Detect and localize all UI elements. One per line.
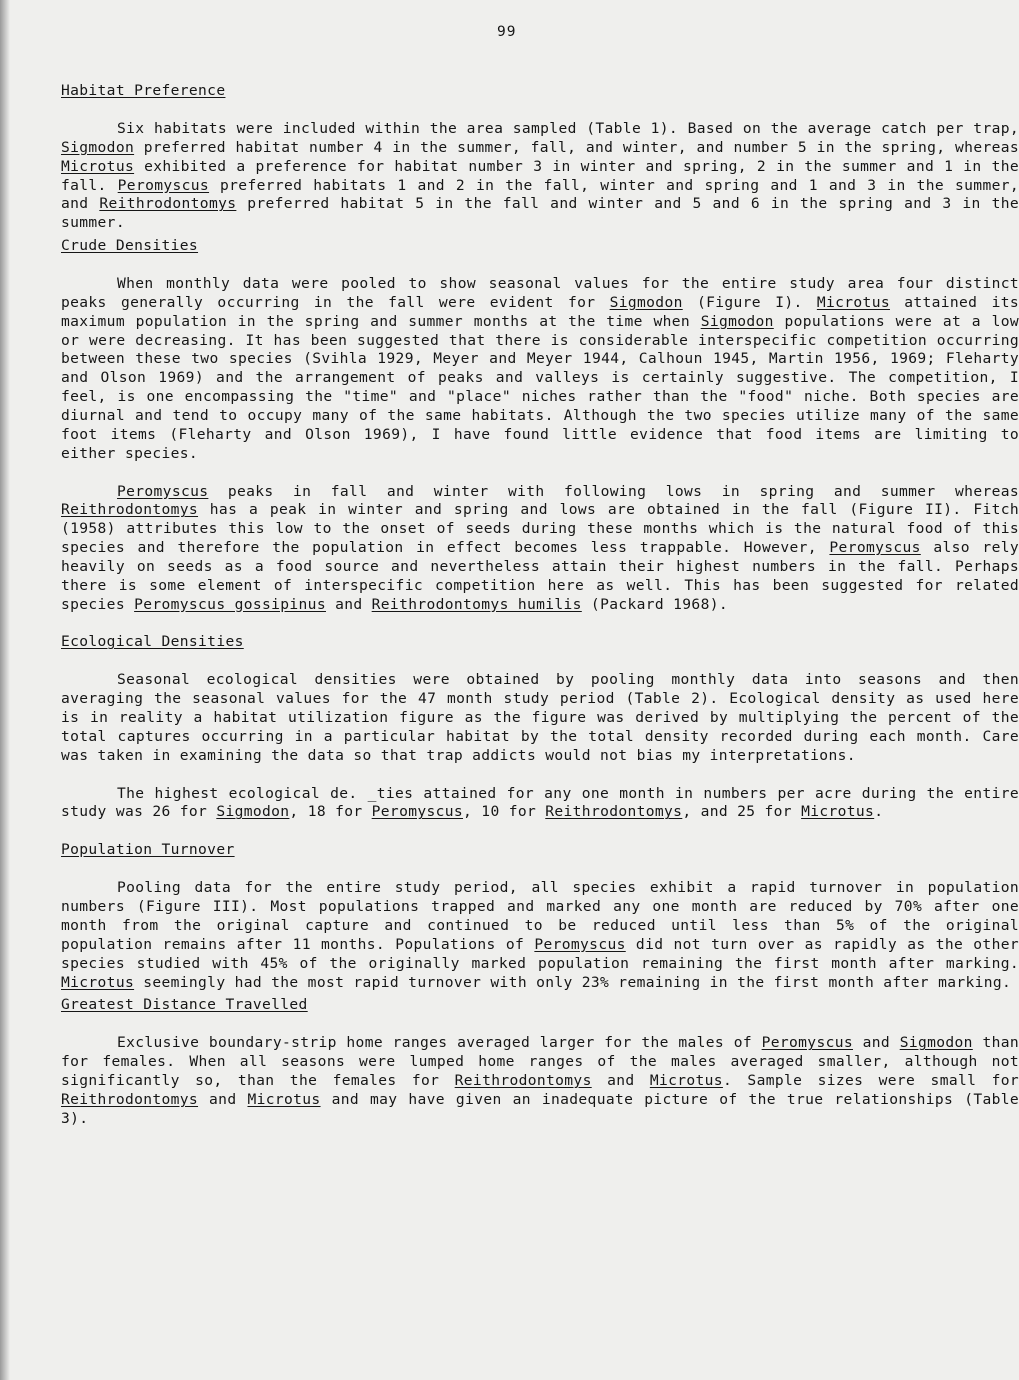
species-name: Peromyscus (761, 1034, 853, 1052)
species-name: Reithrodontomys (61, 1090, 199, 1108)
paragraph-crude-densities-2: Peromyscus peaks in fall and winter with following lows in spring and summer whereas Reithrodontomys has a peak in winter and spring and lows are obtained in the fall (Figure II). Fitch (1958) attributes this low to the onset of seeds during these months which is the natural food of this species and therefore the population in effect becomes less trappable. However, Peromyscus also rely heavily on seeds as a food source and nevertheless attain their highest numbers in the fall. Perhaps there is some element of interspecific competition here as well. This has been suggested for related species Peromyscus gossipinus and Reithrodontomys humilis (Packard 1968). (61, 482, 1019, 613)
species-name: Reithrodontomys (99, 195, 237, 213)
species-name: Reithrodontomys (545, 803, 683, 821)
paragraph-population-turnover: Pooling data for the entire study period, all species exhibit a rapid turnover in population numbers (Figure III). Most populations trapped and marked any one month are reduced by 70% after one month from the original capture and continued to be reduced until less than 5% of the original population remains after 11 months. Populations of Peromyscus did not turn over as rapidly as the other species studied with 45% of the originally marked population remaining the first month after marking. Microtus seemingly had the most rapid turnover with only 23% remaining in the first month after marking. (61, 879, 1019, 991)
section-heading-population-turnover: Population Turnover (61, 841, 235, 859)
species-name: Peromyscus (117, 482, 209, 500)
paragraph-crude-densities-1: When monthly data were pooled to show seasonal values for the entire study area four distinct peaks generally occurring in the fall were evident for Sigmodon (Figure I). Microtus attained its maximum population in the spring and summer months at the time when Sigmodon populations were at a low or were decreasing. It has been suggested that there is considerable interspecific competition occurring between these two species (Svihla 1929, Meyer and Meyer 1944, Calhoun 1945, Martin 1956, 1969; Fleharty and Olson 1969) and the arrangement of peaks and valleys is certainly suggestive. The competition, I feel, is one encompassing the "time" and "place" niches rather than the "food" niche. Both species are diurnal and tend to occupy many of the same habitats. Although the two species utilize many of the same foot items (Fleharty and Olson 1969), I have found little evidence that food items are limiting to either species. (61, 275, 1019, 462)
paragraph-greatest-distance: Exclusive boundary-strip home ranges averaged larger for the males of Peromyscus and Sigmodon than for females. When all seasons were lumped home ranges of the males averaged smaller, although not significantly so, than the females for Reithrodontomys and Microtus. Sample sizes were small for Reithrodontomys and Microtus and may have given an inadequate picture of the true relationships (Table 3). (61, 1034, 1019, 1127)
species-name: Sigmodon (61, 138, 135, 156)
species-name: Sigmodon (899, 1034, 973, 1052)
species-name: Peromyscus (371, 803, 464, 821)
section-heading-greatest-distance: Greatest Distance Travelled (61, 996, 308, 1014)
paragraph-ecological-densities-1: Seasonal ecological densities were obtained by pooling monthly data into seasons and then averaging the seasonal values for the 47 month study period (Table 2). Ecological density as used here is in reality a habitat utilization figure as the figure was derived by multiplying the percent of the total captures occurring in a particular habitat by the total density recorded during each month. Care was taken in examining the data so that trap addicts would not bias my interpretations. (61, 671, 1019, 764)
species-name: Reithrodontomys humilis (371, 595, 582, 613)
species-name: Microtus (801, 803, 875, 821)
species-name: Sigmodon (700, 312, 774, 330)
species-name: Peromyscus (829, 539, 921, 557)
document-body (61, 82, 1019, 1129)
paragraph-ecological-densities-2: The highest ecological de. _ties attained for any one month in numbers per acre during the entire study was 26 for Sigmodon, 18 for Peromyscus, 10 for Reithrodontomys, and 25 for Microtus. (61, 784, 1019, 821)
page-number: 99 (497, 24, 517, 40)
species-name: Sigmodon (609, 293, 683, 311)
species-name: Sigmodon (216, 803, 290, 821)
species-name: Peromyscus gossipinus (134, 595, 326, 613)
species-name: Reithrodontomys (454, 1072, 592, 1090)
section-heading-ecological-densities: Ecological Densities (61, 633, 244, 651)
species-name: Microtus (649, 1072, 723, 1090)
scan-edge-shadow (0, 0, 10, 1380)
section-heading-crude-densities: Crude Densities (61, 237, 199, 255)
species-name: Microtus (816, 293, 890, 311)
species-name: Microtus (61, 157, 135, 175)
species-name: Reithrodontomys (61, 501, 199, 519)
species-name: Microtus (247, 1090, 321, 1108)
paragraph-habitat-preference: Six habitats were included within the area sampled (Table 1). Based on the average catch per trap, Sigmodon preferred habitat number 4 in the summer, fall, and winter, and number 5 in the spring, whereas Microtus exhibited a preference for habitat number 3 in winter and spring, 2 in the summer and 1 in the fall. Peromyscus preferred habitats 1 and 2 in the fall, winter and spring and 1 and 3 in the summer, and Reithrodontomys preferred habitat 5 in the fall and winter and 5 and 6 in the spring and 3 in the summer. (61, 120, 1019, 232)
section-heading-habitat-preference: Habitat Preference (61, 82, 226, 99)
species-name: Microtus (61, 973, 135, 991)
species-name: Peromyscus (534, 935, 626, 953)
species-name: Peromyscus (117, 176, 210, 194)
